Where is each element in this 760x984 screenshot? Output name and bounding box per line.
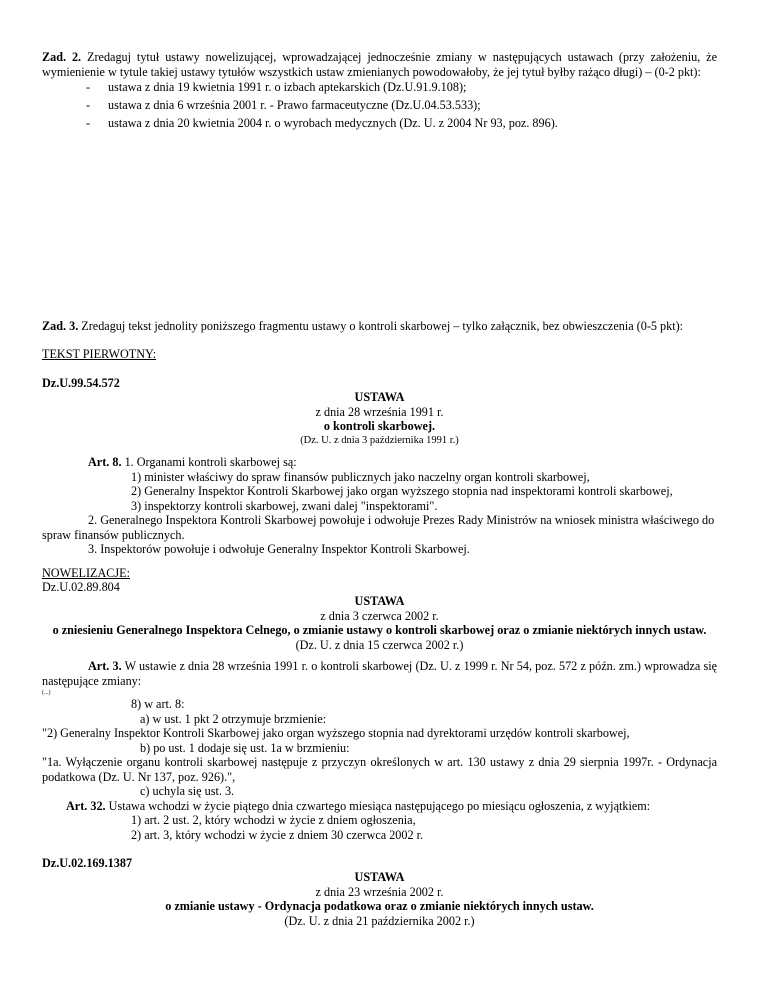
quote: "2) Generalny Inspektor Kontroli Skarbowej jako organ wyższego stopnia nad dyrektorami urzędów kontroli skarbowej, [42,726,630,740]
list-item: a) w ust. 1 pkt 2 otrzymuje brzmienie: [140,711,327,726]
art3-changes [42,697,717,842]
tekst-pierwotny-heading: TEKST PIERWOTNY: [42,347,157,361]
list-item: 1) minister właściwy do spraw finansów publicznych jako naczelny organ kontroli skarbowej, [131,469,590,484]
act-publication: (Dz. U. z dnia 15 czerwca 2002 r.) [295,637,464,652]
list-item: b) po ust. 1 dodaje się ust. 1a w brzmieniu: [140,740,350,755]
zad2-list [42,80,717,131]
ellipsis-marker: (...) [42,690,51,696]
nowelizacje-heading: NOWELIZACJE: [42,566,131,580]
art8-paragraph-3: 3. Inspektorów powołuje i odwołuje Generalny Inspektor Kontroli Skarbowej. [88,542,470,556]
act-publication: (Dz. U. z dnia 21 października 2002 r.) [284,913,475,928]
zad2-paragraph [42,50,717,79]
list-item: 2) Generalny Inspektor Kontroli Skarbowej jako organ wyższego stopnia nad inspektorami kontroli skarbowej, [131,484,673,498]
nowelizacja-1-header [42,594,717,652]
list-item: 8) w art. 8: [131,697,185,711]
act-subject: o zmianie ustawy - Ordynacja podatkowa oraz o zmianie niektórych innych ustaw. [165,899,594,913]
zad2-text: Zredaguj tytuł ustawy nowelizującej, wprowadzającej jednocześnie zmiany w następujących ustawach (przy założeniu, że wymienienie w tytule takiej ustawy tytułów wszystkich ustaw zmienianych powodowałoby, że jej tytuł byłby rażąco długi) – (0-2 pkt): [42,50,717,79]
zad2-label: Zad. 2. [42,50,82,64]
art32-intro: Art. 32. Ustawa wchodzi w życie piątego dnia czwartego miesiąca następującego po miesiącu ogłoszenia, z wyjątkiem: [66,798,651,813]
list-item: - ustawa z dnia 6 września 2001 r. - Prawo farmaceutyczne (Dz.U.04.53.533); [86,98,481,112]
list-item: - ustawa z dnia 19 kwietnia 1991 r. o izbach aptekarskich (Dz.U.91.9.108); [86,80,467,94]
nowelizacja-ref-1: Dz.U.02.89.804 [42,580,120,594]
act-date: z dnia 3 czerwca 2002 r. [320,608,439,623]
art8-paragraph-2: 2. Generalnego Inspektora Kontroli Skarbowej powołuje i odwołuje Prezes Rady Ministrów na wniosek ministra właściwego do spraw finansów publicznych. [42,513,715,542]
art8-block [42,455,717,557]
act-title: USTAWA [354,870,405,884]
zad3-paragraph [42,319,717,334]
act-title: USTAWA [354,390,405,404]
tekst-pierwotny-header [42,390,717,447]
nowelizacja-2-header [42,870,717,928]
nowelizacja-ref-2: Dz.U.02.169.1387 [42,856,133,870]
list-item: 1) art. 2 ust. 2, który wchodzi w życie z dniem ogłoszenia, [131,813,416,827]
list-item: - ustawa z dnia 20 kwietnia 2004 r. o wyrobach medycznych (Dz. U. z 2004 Nr 93, poz. 896). [86,116,558,130]
act-publication: (Dz. U. z dnia 3 października 1991 r.) [300,434,459,446]
act-date: z dnia 28 września 1991 r. [315,404,444,419]
act-subject: o zniesieniu Generalnego Inspektora Celnego, o zmianie ustawy o kontroli skarbowej oraz o zmianie niektórych innych ustaw. [52,623,707,637]
art8-intro: Art. 8. 1. Organami kontroli skarbowej są: [88,455,297,469]
art3-intro: Art. 3. W ustawie z dnia 28 września 1991 r. o kontroli skarbowej (Dz. U. z 1999 r. Nr 54, poz. 572 z późn. zm.) wprowadza się następujące zmiany: [42,659,717,688]
act-title: USTAWA [354,594,405,608]
list-item: c) uchyla się ust. 3. [140,784,235,798]
zad3-text: Zredaguj tekst jednolity poniższego fragmentu ustawy o kontroli skarbowej – tylko załącznik, bez obwieszczenia (0-5 pkt): [81,319,684,333]
quote: "1a. Wyłączenie organu kontroli skarbowej następuje z przyczyn określonych w art. 130 ustawy z dnia 29 sierpnia 1997r. - Ordynacja podatkowa (Dz. U. Nr 137, poz. 926).", [42,755,717,784]
tekst-pierwotny-ref: Dz.U.99.54.572 [42,376,120,390]
act-date: z dnia 23 września 2002 r. [315,884,444,899]
list-item: 2) art. 3, który wchodzi w życie z dniem 30 czerwca 2002 r. [131,827,424,842]
list-item: 3) inspektorzy kontroli skarbowej, zwani dalej "inspektorami". [131,498,438,513]
act-subject: o kontroli skarbowej. [323,419,436,433]
zad3-label: Zad. 3. [42,319,79,333]
